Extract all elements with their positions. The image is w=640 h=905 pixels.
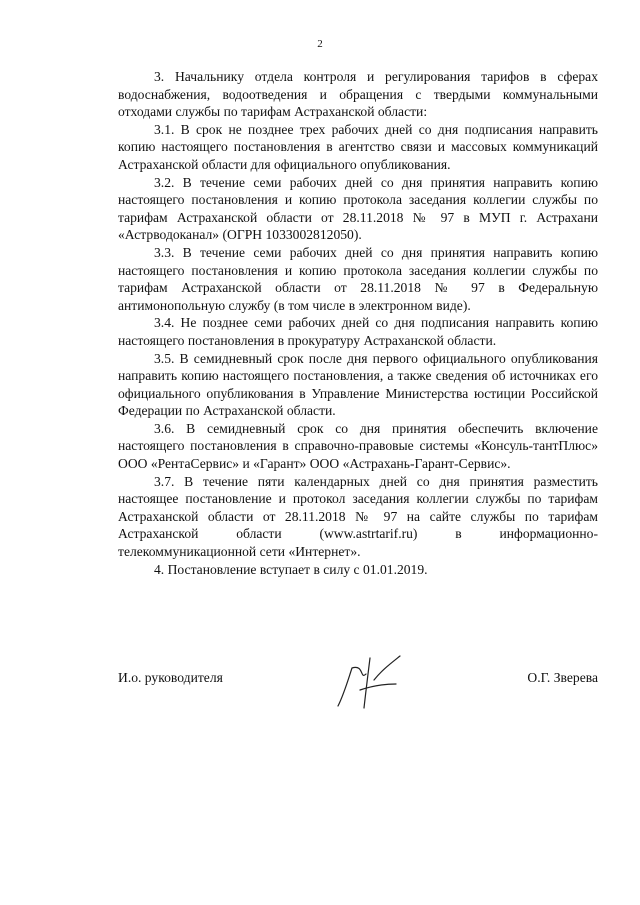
signer-role: И.о. руководителя bbox=[118, 670, 223, 685]
document-body bbox=[118, 68, 598, 578]
paragraph-3-7: 3.7. В течение пяти календарных дней со дня принятия разместить настоящее постановление и протокол заседания коллегии службы по тарифам Астраханской области от 28.11.2018 № 97 на сайте службы по тарифам Астраханской области (www.astrtarif.ru) в информационно-телекоммуникационной сети «Интернет». bbox=[118, 473, 598, 560]
paragraph-3: 3. Начальнику отдела контроля и регулирования тарифов в сферах водоснабжения, водоотведения и обращения с твердыми коммунальными отходами службы по тарифам Астраханской области: bbox=[118, 69, 598, 120]
signature-block bbox=[118, 670, 598, 690]
paragraph-3-5: 3.5. В семидневный срок после дня первого официального опубликования направить копию настоящего постановления, а также сведения об источниках его официального опубликования в Управление Министерства юстиции Российской Федерации по Астраханской области. bbox=[118, 350, 598, 419]
paragraph-3-4: 3.4. Не позднее семи рабочих дней со дня подписания направить копию настоящего постановления в прокуратуру Астраханской области. bbox=[118, 315, 598, 348]
page-number: 2 bbox=[317, 38, 323, 50]
paragraph-3-3: 3.3. В течение семи рабочих дней со дня принятия направить копию настоящего постановления и копию протокола заседания коллегии службы по тарифам Астраханской области от 28.11.2018 № 97 в Федеральную антимонопольную службу (в том числе в электронном виде). bbox=[118, 244, 598, 313]
signer-name: О.Г. Зверева bbox=[527, 670, 598, 685]
paragraph-3-1: 3.1. В срок не позднее трех рабочих дней со дня подписания направить копию настоящего постановления в агентство связи и массовых коммуникаций Астраханской области для официального опубликования. bbox=[118, 121, 598, 172]
paragraph-3-6: 3.6. В семидневный срок со дня принятия обеспечить включение настоящего постановления в справочно-правовые системы «Консуль-тантПлюс» ООО «РентаСервис» и «Гарант» ООО «Астрахань-Гарант-Сервис». bbox=[118, 420, 598, 472]
paragraph-4: 4. Постановление вступает в силу с 01.01.2019. bbox=[154, 561, 428, 577]
paragraph-3-2: 3.2. В течение семи рабочих дней со дня принятия направить копию настоящего постановления и копию протокола заседания коллегии службы по тарифам Астраханской области от 28.11.2018 № 97 в МУП г. Астрахани «Астрводоканал» (ОГРН 1033002812050). bbox=[118, 174, 598, 243]
